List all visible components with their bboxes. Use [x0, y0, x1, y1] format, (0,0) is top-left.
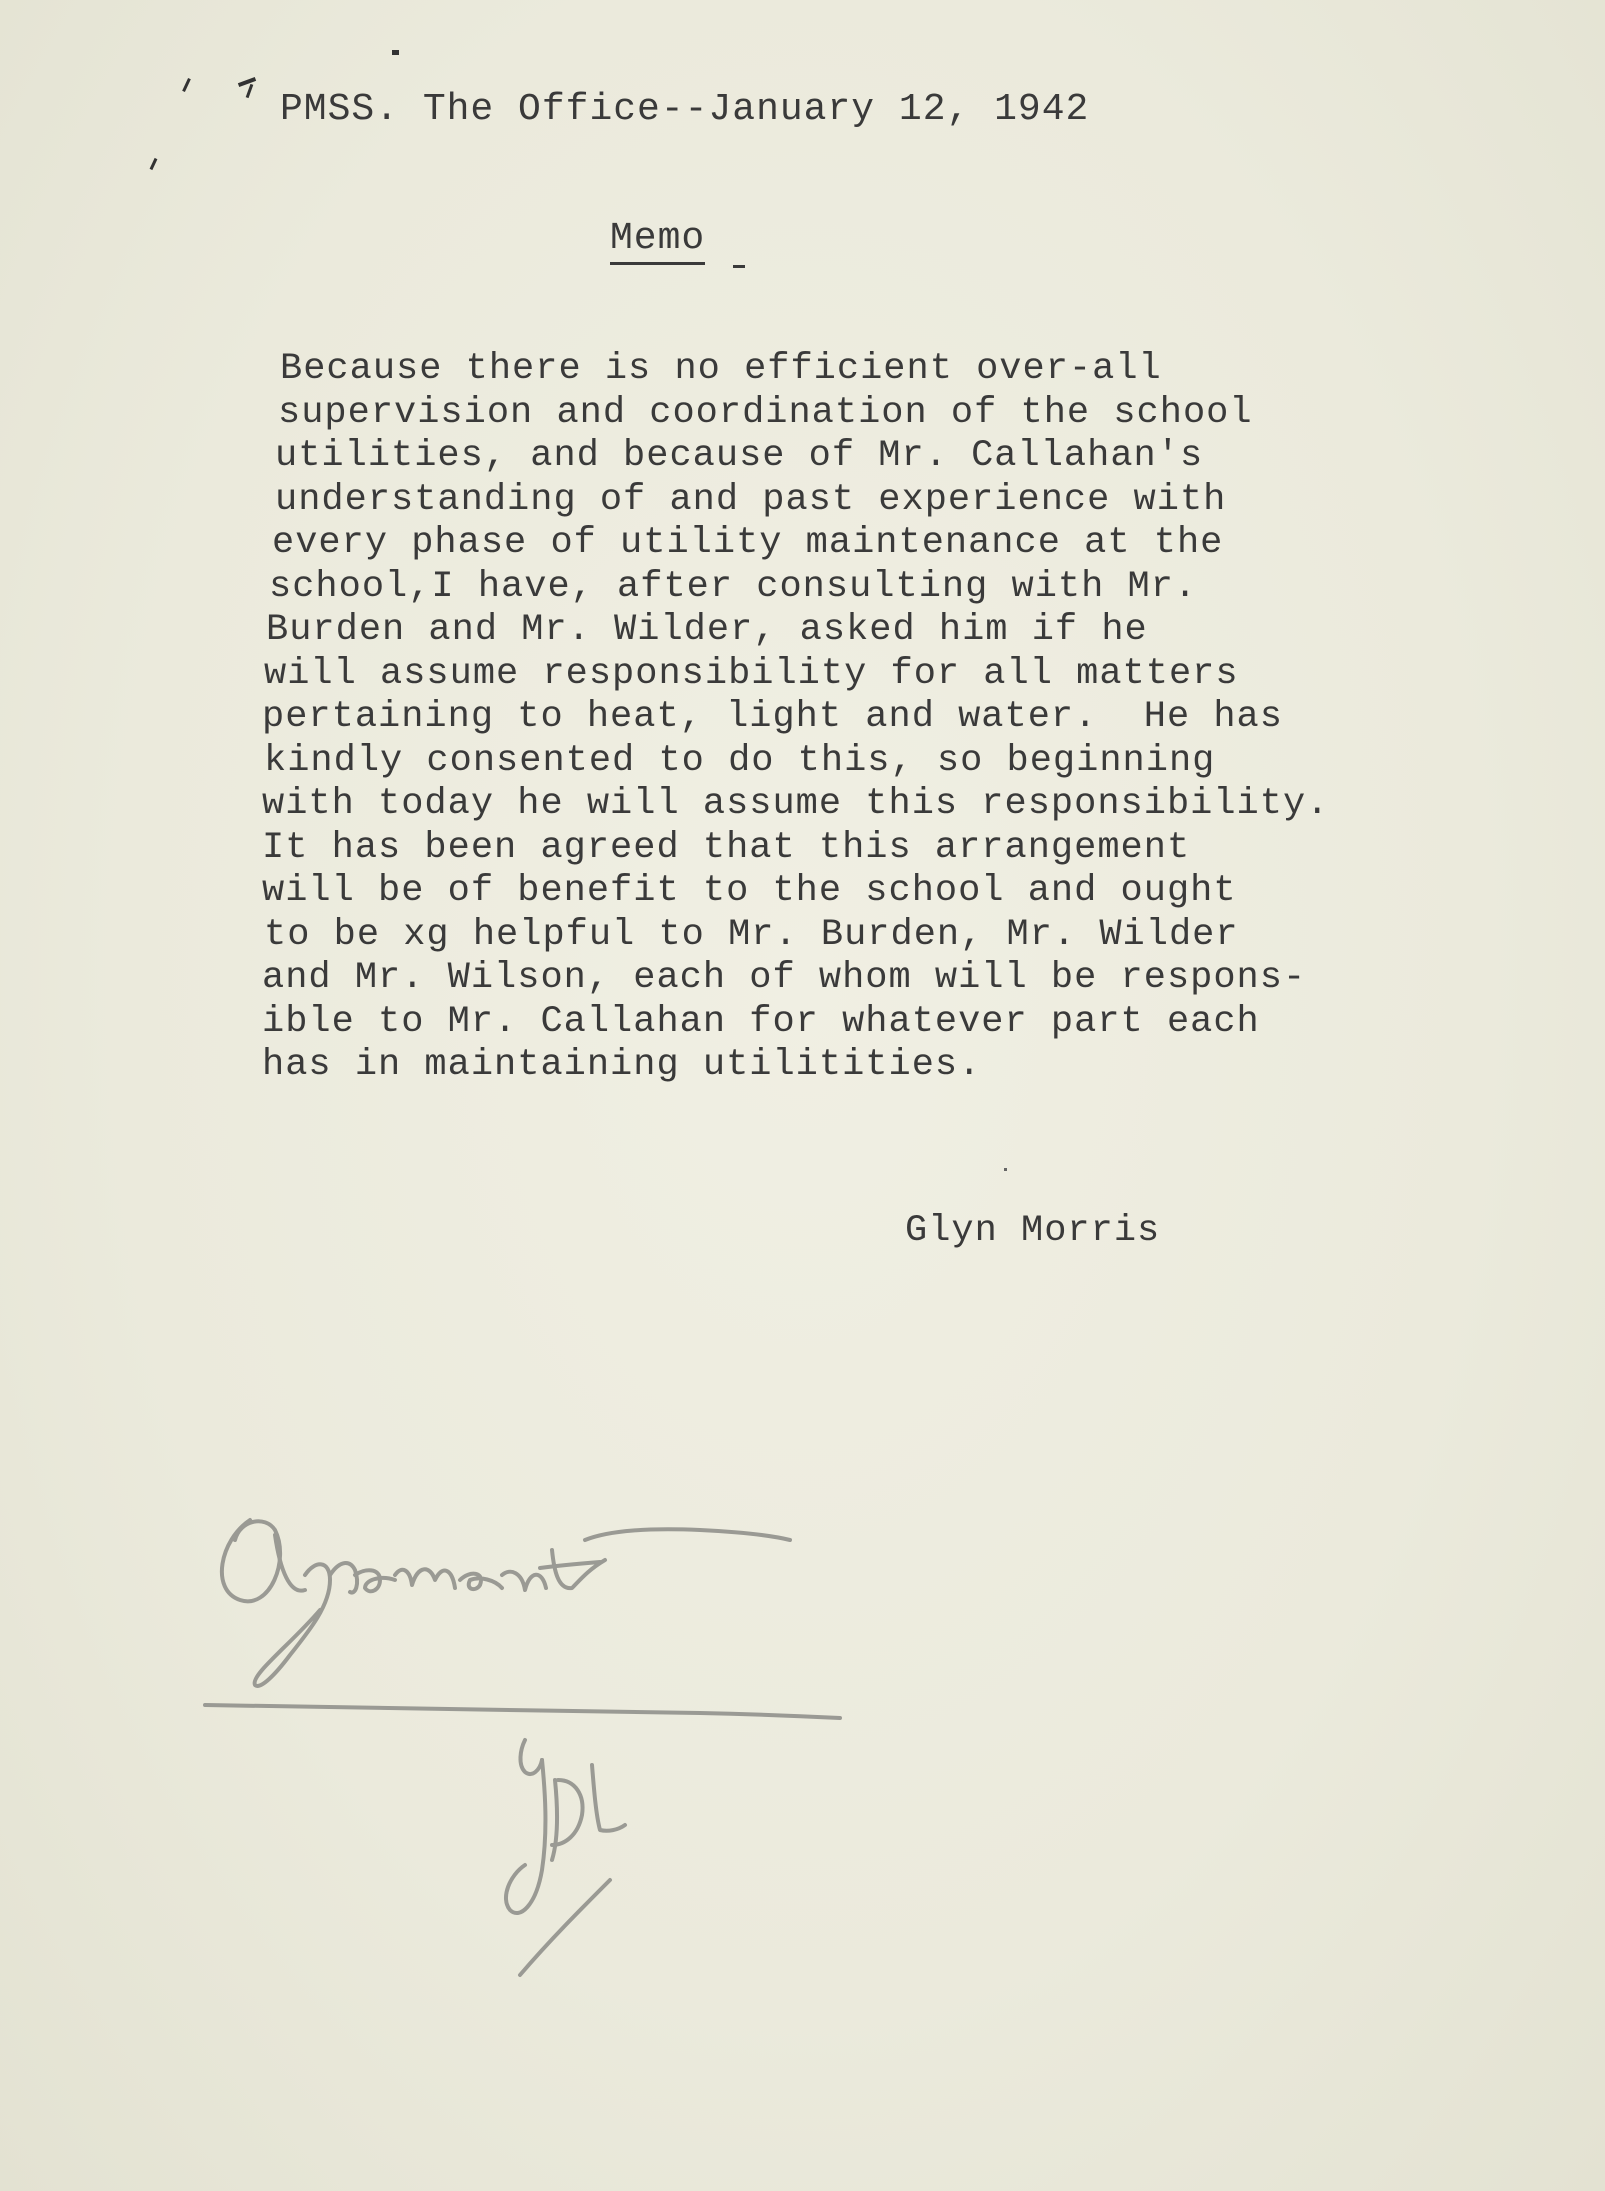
body-line: will be of benefit to the school and ought	[262, 870, 1237, 912]
title-underline-mark	[733, 265, 745, 268]
body-line: will assume responsibility for all matters	[264, 652, 1239, 695]
memo-title: Memo	[610, 218, 705, 265]
body-line: pertaining to heat, light and water. He has	[262, 696, 1283, 738]
body-line: It has been agreed that this arrangement	[262, 826, 1191, 869]
body-line: has in maintaining utilitities.	[262, 1044, 982, 1086]
stray-mark	[392, 50, 399, 55]
body-line: Burden and Mr. Wilder, asked him if he	[266, 609, 1148, 651]
memo-header: PMSS. The Office--January 12, 1942	[280, 88, 1090, 131]
body-line: every phase of utility maintenance at the	[272, 522, 1224, 564]
body-line: with today he will assume this responsibility.	[262, 783, 1330, 825]
body-line: ible to Mr. Callahan for whatever part each	[262, 1000, 1260, 1043]
body-line: school,I have, after consulting with Mr.	[269, 565, 1198, 608]
body-line: utilities, and because of Mr. Callahan's	[275, 435, 1204, 477]
stray-mark	[182, 78, 191, 92]
stray-mark	[246, 84, 254, 98]
body-line: to be xg helpful to Mr. Burden, Mr. Wilder	[264, 913, 1239, 956]
body-line: kindly consented to do this, so beginning	[264, 739, 1216, 782]
body-line: Because there is no efficient over-all	[280, 348, 1162, 390]
typed-signature: Glyn Morris	[905, 1210, 1161, 1252]
handwritten-annotation	[180, 1480, 940, 2100]
stray-mark	[238, 77, 256, 87]
stray-mark	[150, 158, 158, 170]
memo-body	[258, 348, 1498, 1088]
body-line: understanding of and past experience with	[275, 478, 1227, 521]
stray-mark	[1004, 1168, 1007, 1171]
body-line: supervision and coordination of the school	[278, 391, 1253, 434]
body-line: and Mr. Wilson, each of whom will be respons-	[262, 957, 1307, 999]
